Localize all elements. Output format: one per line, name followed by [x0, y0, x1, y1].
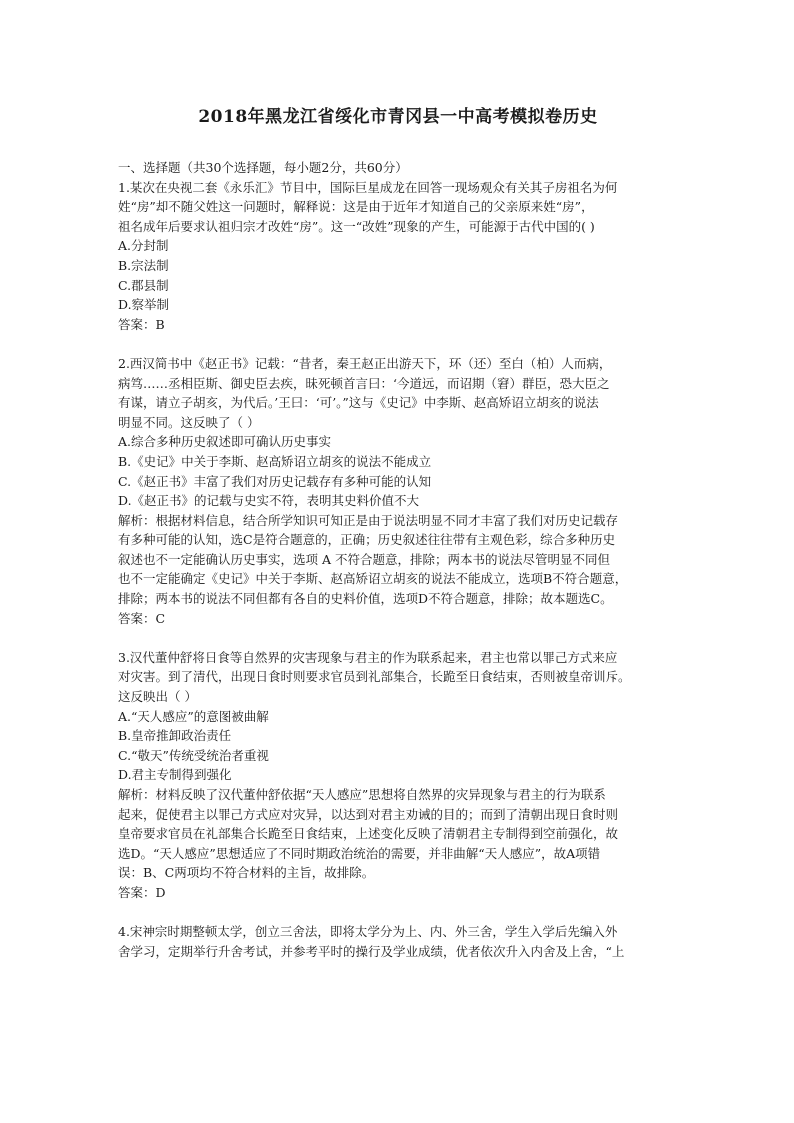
question-2: [118, 354, 678, 628]
section-header: 一、选择题（共30个选择题，每小题2分，共60分）: [118, 160, 408, 175]
question-1: [118, 178, 678, 335]
analysis-line: 叙述也不一定能确认历史事实，选项 A 不符合题意，排除；两本书的说法尽管明显不同但: [118, 551, 610, 567]
document-body: [118, 104, 678, 961]
question-4: [118, 922, 678, 961]
answer-option: A.分封制: [118, 238, 169, 254]
analysis-line: 解析：材料反映了汉代董仲舒依据“天人感应”思想将自然界的灾异现象与君主的行为联系: [118, 787, 606, 802]
question-stem-line: 祖名成年后要求认祖归宗才改姓“房”。这一“改姓”现象的产生，可能源于古代中国的( ): [118, 218, 595, 234]
answer-option: A.“天人感应”的意图被曲解: [118, 708, 269, 724]
answer-option: D.君主专制得到强化: [118, 767, 232, 783]
analysis-line: 也不一定能确定《史记》中关于李斯、赵高矫诏立胡亥的说法不能成立，选项B不符合题意，: [118, 571, 628, 587]
answer-option: D.《赵正书》的记载与史实不符，表明其史料价值不大: [118, 493, 420, 509]
question-stem-line: 明显不同。这反映了（ ）: [118, 414, 260, 430]
analysis-line: 起来，促使君主以罪己方式应对灾异，以达到对君主劝诫的目的；而到了清朝出现日食时则: [118, 806, 619, 822]
question-spacer: [118, 903, 678, 923]
question-stem-line: 这反映出（ ）: [118, 689, 197, 705]
analysis-line: 皇帝要求官员在礼部集合长跪至日食结束，上述变化反映了清朝君主专制得到空前强化，故: [118, 826, 619, 842]
analysis-line: 排除；两本书的说法不同但都有各自的史料价值，选项D不符合题意，排除；故本题选C。: [118, 591, 613, 607]
question-3: [118, 648, 678, 903]
question-stem-line: 4.宋神宗时期整顿太学，创立三舍法，即将太学分为上、内、外三舍，学生入学后先编入外: [118, 924, 618, 940]
answer-line: 答案：D: [118, 884, 166, 900]
analysis-line: 有多种可能的认知，选C是符合题意的，正确；历史叙述往往带有主观色彩，综合多种历史: [118, 532, 616, 548]
answer-option: B.皇帝推卸政治责任: [118, 728, 232, 744]
question-stem-line: 2.西汉简书中《赵正书》记载：“昔者，秦王赵正出游天下，环（还）至白（柏）人而病，: [118, 355, 612, 371]
answer-option: A.综合多种历史叙述即可确认历史事实: [118, 434, 332, 450]
question-stem-line: 姓“房”却不随父姓这一问题时，解释说：这是由于近年才知道自己的父亲原来姓“房”，: [118, 199, 594, 215]
answer-option: D.察举制: [118, 297, 170, 313]
answer-option: C.“敬天”传统受统治者重视: [118, 747, 269, 763]
answer-line: 答案：B: [118, 316, 165, 332]
question-list: [118, 178, 678, 962]
question-stem-line: 对灾害。到了清代，出现日食时则要求官员到礼部集合，长跪至日食结束，否则被皇帝训斥。: [118, 669, 631, 685]
question-spacer: [118, 628, 678, 648]
answer-option: B.《史记》中关于李斯、赵高矫诏立胡亥的说法不能成立: [118, 453, 432, 469]
question-stem-line: 有谋，请立子胡亥，为代后。’王曰：‘可’。”这与《史记》中李斯、赵高矫诏立胡亥的说法: [118, 395, 599, 411]
question-stem-line: 3.汉代董仲舒将日食等自然界的灾害现象与君主的作为联系起来，君主也常以罪己方式来应: [118, 649, 618, 665]
answer-line: 答案：C: [118, 610, 166, 626]
analysis-line: 解析：根据材料信息，结合所学知识可知正是由于说法明显不同才丰富了我们对历史记载存: [118, 512, 619, 528]
question-stem-line: 舍学习，定期举行升舍考试，并参考平时的操行及学业成绩，优者依次升入内舍及上舍，“上: [118, 943, 625, 959]
question-stem-line: 病笃……丞相臣斯、御史臣去疾，昧死顿首言曰：‘今道远，而诏期（窘）群臣，恐大臣之: [118, 375, 610, 391]
question-stem-line: 1.某次在央视二套《永乐汇》节目中，国际巨星成龙在回答一现场观众有关其子房祖名为何: [118, 179, 618, 195]
answer-option: C.《赵正书》丰富了我们对历史记载存有多种可能的认知: [118, 473, 432, 489]
answer-option: B.宗法制: [118, 257, 169, 273]
analysis-line: 误：B、C两项均不符合材料的主旨，故排除。: [118, 865, 375, 881]
question-spacer: [118, 334, 678, 354]
page-title: 2018年黑龙江省绥化市青冈县一中高考模拟卷历史: [198, 107, 598, 127]
analysis-line: 选D。“天人感应”思想适应了不同时期政治统治的需要，并非曲解“天人感应”，故A项错: [118, 845, 601, 861]
answer-option: C.郡县制: [118, 277, 169, 293]
